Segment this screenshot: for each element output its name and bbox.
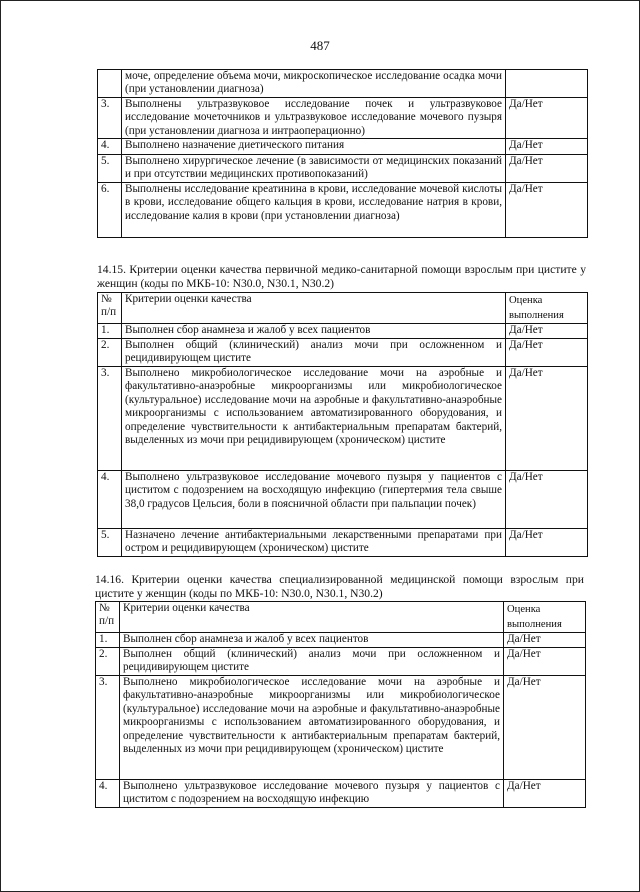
- criterion-text: Выполнено назначение диетического питания: [122, 139, 506, 155]
- criterion-text: Выполнен сбор анамнеза и жалоб у всех пациентов: [120, 633, 504, 648]
- header-number: № п/п: [98, 293, 122, 324]
- criterion-text: Выполнены ультразвуковое исследование почек и ультразвуковое исследование мочеточников и ультразвуковое исследование мочевого пузыря (при установлении диагноза и интраоперационно): [122, 97, 506, 138]
- table-row: [96, 676, 586, 780]
- result-cell: Да/Нет: [506, 471, 588, 529]
- result-cell: Да/Нет: [506, 529, 588, 557]
- result-cell: Да/Нет: [506, 339, 588, 367]
- top-criteria-table: [97, 69, 588, 238]
- row-number: 1.: [96, 633, 120, 648]
- criterion-text: моче, определение объема мочи, микроскопическое исследование осадка мочи (при установлении диагноза): [122, 70, 506, 98]
- result-cell: Да/Нет: [506, 155, 588, 183]
- result-cell: Да/Нет: [504, 633, 586, 648]
- result-cell: Да/Нет: [506, 182, 588, 237]
- table-row: [98, 182, 588, 237]
- row-number: [98, 70, 122, 98]
- criterion-text: Выполнен сбор анамнеза и жалоб у всех пациентов: [122, 324, 506, 339]
- result-cell: Да/Нет: [504, 780, 586, 808]
- criterion-text: Выполнен общий (клинический) анализ мочи при осложненном и рецидивирующем цистите: [122, 339, 506, 367]
- criterion-text: Выполнено ультразвуковое исследование мочевого пузыря у пациентов с циститом с подозрением на восходящую инфекцию (гипертермия тела свыше 38,0 градусов Цельсия, боли в поясничной области при пальпации почек): [122, 471, 506, 529]
- header-number: № п/п: [96, 602, 120, 633]
- row-number: 6.: [98, 182, 122, 237]
- section-1416-table: [95, 601, 586, 808]
- row-number: 2.: [96, 648, 120, 676]
- header-result: Оценка выполнения: [504, 602, 586, 633]
- table-row: [96, 633, 586, 648]
- page-number: 487: [310, 38, 330, 53]
- table-row: [98, 155, 588, 183]
- section-1416-heading: 14.16. Критерии оценки качества специализированной медицинской помощи взрослым при цистите у женщин (коды по МКБ-10: N30.0, N30.1, N30.2): [95, 573, 584, 600]
- row-number: 1.: [98, 324, 122, 339]
- result-cell: Да/Нет: [506, 324, 588, 339]
- row-number: 4.: [98, 471, 122, 529]
- criterion-text: Назначено лечение антибактериальными лекарственными препаратами при остром и рецидивирующем (хроническом) цистите: [122, 529, 506, 557]
- criterion-text: Выполнены исследование креатинина в крови, исследование мочевой кислоты в крови, исследование общего кальция в крови, исследование натрия в крови, исследование калия в крови (при установлении диагноза): [122, 182, 506, 237]
- row-number: 2.: [98, 339, 122, 367]
- table-row: [96, 648, 586, 676]
- table-row: [98, 324, 588, 339]
- result-cell: [506, 70, 588, 98]
- header-criteria: Критерии оценки качества: [122, 293, 506, 324]
- result-cell: Да/Нет: [506, 97, 588, 138]
- result-cell: Да/Нет: [504, 676, 586, 780]
- table-header-row: [98, 293, 588, 324]
- criterion-text: Выполнен общий (клинический) анализ мочи при осложненном и рецидивирующем цистите: [120, 648, 504, 676]
- criterion-text: Выполнено микробиологическое исследование мочи на аэробные и факультативно-анаэробные микроорганизмы или микробиологическое (культуральное) исследование мочи на аэробные и факультативно-анаэробные микроорганизмы с использованием автоматизированного оборудования, и определение чувствительности к антибактериальным препаратам бактерий, выделенных из мочи при рецидивирующем (хроническом) цистите: [120, 676, 504, 780]
- result-cell: Да/Нет: [506, 139, 588, 155]
- criterion-text: Выполнено хирургическое лечение (в зависимости от медицинских показаний и при отсутствии медицинских противопоказаний): [122, 155, 506, 183]
- section-1415-heading: 14.15. Критерии оценки качества первичной медико-санитарной помощи взрослым при цистите у женщин (коды по МКБ-10: N30.0, N30.1, N30.2): [97, 263, 586, 290]
- criterion-text: Выполнено ультразвуковое исследование мочевого пузыря у пациентов с циститом с подозрением на восходящую инфекцию: [120, 780, 504, 808]
- row-number: 3.: [98, 367, 122, 471]
- row-number: 3.: [96, 676, 120, 780]
- row-number: 4.: [98, 139, 122, 155]
- table-header-row: [96, 602, 586, 633]
- row-number: 4.: [96, 780, 120, 808]
- result-cell: Да/Нет: [506, 367, 588, 471]
- table-row: [98, 339, 588, 367]
- header-result: Оценка выполнения: [506, 293, 588, 324]
- table-row: [98, 471, 588, 529]
- table-row: [98, 139, 588, 155]
- table-row: [98, 367, 588, 471]
- criterion-text: Выполнено микробиологическое исследование мочи на аэробные и факультативно-анаэробные микроорганизмы или микробиологическое (культуральное) исследование мочи на аэробные и факультативно-анаэробные микроорганизмы с использованием автоматизированного оборудования, и определение чувствительности к антибактериальным препаратам бактерий, выделенных из мочи при рецидивирующем (хроническом) цистите: [122, 367, 506, 471]
- table-row: [98, 97, 588, 138]
- table-row: [98, 529, 588, 557]
- row-number: 3.: [98, 97, 122, 138]
- header-criteria: Критерии оценки качества: [120, 602, 504, 633]
- result-cell: Да/Нет: [504, 648, 586, 676]
- table-row: [98, 70, 588, 98]
- section-1415-table: [97, 292, 588, 557]
- row-number: 5.: [98, 529, 122, 557]
- table-row: [96, 780, 586, 808]
- row-number: 5.: [98, 155, 122, 183]
